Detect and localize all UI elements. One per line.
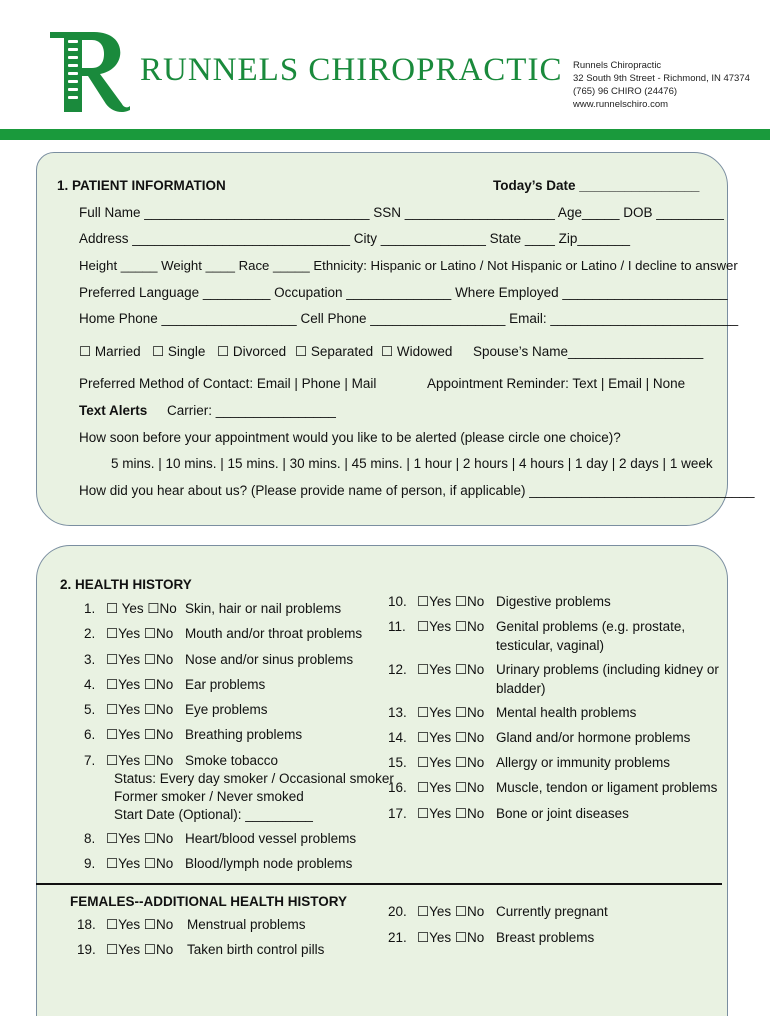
yes-no-checkbox[interactable]: ☐Yes ☐No (417, 662, 485, 677)
item-number: 19. (77, 942, 96, 957)
referral-field[interactable]: How did you hear about us? (Please provide name of person, if applicable) ______________________________ (79, 483, 755, 498)
condition-label: Smoke tobacco (185, 753, 279, 768)
item-number: 9. (84, 856, 96, 871)
address-line-field[interactable]: Address _____________________________ City ______________ State ____ Zip_______ (79, 231, 630, 246)
yes-no-checkbox[interactable]: ☐Yes ☐No (417, 806, 485, 821)
condition-label: Menstrual problems (187, 917, 306, 932)
phone-email-line[interactable]: Home Phone __________________ Cell Phone __________________ Email: _________________________ (79, 311, 739, 326)
item-number: 11. (388, 619, 406, 634)
divorced-checkbox[interactable]: ☐ Divorced (217, 344, 287, 359)
condition-label: Muscle, tendon or ligament problems (496, 780, 718, 795)
smoke-start-date[interactable]: Start Date (Optional): _________ (114, 807, 313, 822)
yes-no-checkbox[interactable]: ☐Yes ☐No (106, 727, 174, 742)
text-alerts-label: Text Alerts (79, 403, 148, 418)
condition-label: Digestive problems (496, 594, 611, 609)
yes-no-checkbox[interactable]: ☐Yes ☐No (417, 755, 485, 770)
item-number: 13. (388, 705, 407, 720)
yes-no-checkbox[interactable]: ☐Yes ☐No (106, 856, 174, 871)
females-subsection-title: FEMALES--ADDITIONAL HEALTH HISTORY (70, 894, 347, 909)
yes-no-checkbox[interactable]: ☐Yes ☐No (106, 677, 174, 692)
condition-label: Allergy or immunity problems (496, 755, 671, 770)
condition-label: Skin, hair or nail problems (185, 601, 342, 616)
item-number: 10. (388, 594, 407, 609)
item-number: 6. (84, 727, 96, 742)
appointment-reminder[interactable]: Appointment Reminder: Text | Email | None (427, 376, 686, 391)
carrier-field[interactable]: Carrier: ________________ (167, 403, 336, 418)
condition-label: Gland and/or hormone problems (496, 730, 691, 745)
height-weight-line[interactable]: Height _____ Weight ____ Race _____ Ethnicity: Hispanic or Latino / Not Hispanic or Latino / I decline to answer (79, 258, 738, 273)
logo-spine-r (42, 28, 132, 112)
alert-question: How soon before your appointment would you like to be alerted (please circle one choice)? (79, 430, 621, 445)
yes-no-checkbox[interactable]: ☐Yes ☐No (106, 626, 174, 641)
section-divider (36, 883, 722, 885)
item-number: 5. (84, 702, 96, 717)
condition-label: Eye problems (185, 702, 268, 717)
item-number: 8. (84, 831, 96, 846)
item-number: 2. (84, 626, 96, 641)
yes-no-checkbox[interactable]: ☐Yes ☐No (417, 594, 485, 609)
condition-label: Ear problems (185, 677, 266, 692)
item-number: 7. (84, 753, 96, 768)
condition-label: Urinary problems (including kidney or (496, 662, 719, 677)
yes-no-checkbox[interactable]: ☐ Yes ☐No (106, 601, 177, 616)
item-number: 4. (84, 677, 96, 692)
condition-label: Mouth and/or throat problems (185, 626, 363, 641)
yes-no-checkbox[interactable]: ☐Yes ☐No (417, 730, 485, 745)
condition-label: Taken birth control pills (187, 942, 325, 957)
yes-no-checkbox[interactable]: ☐Yes ☐No (417, 780, 485, 795)
widowed-checkbox[interactable]: ☐ Widowed (381, 344, 453, 359)
section-title: 1. PATIENT INFORMATION (57, 178, 226, 193)
item-number: 1. (84, 601, 96, 616)
yes-no-checkbox[interactable]: ☐Yes ☐No (106, 702, 174, 717)
practice-address (573, 59, 750, 111)
condition-label: Mental health problems (496, 705, 637, 720)
condition-label: Breathing problems (185, 727, 303, 742)
item-number: 15. (388, 755, 407, 770)
item-number: 3. (84, 652, 96, 667)
yes-no-checkbox[interactable]: ☐Yes ☐No (106, 917, 174, 932)
header-divider-bar (0, 129, 770, 140)
yes-no-checkbox[interactable]: ☐Yes ☐No (106, 652, 174, 667)
condition-label-cont: bladder) (496, 681, 546, 696)
yes-no-checkbox[interactable]: ☐Yes ☐No (417, 619, 485, 634)
item-number: 18. (77, 917, 96, 932)
condition-label: Heart/blood vessel problems (185, 831, 357, 846)
separated-checkbox[interactable]: ☐ Separated (295, 344, 374, 359)
section-title: 2. HEALTH HISTORY (60, 577, 192, 592)
condition-label: Currently pregnant (496, 904, 608, 919)
yes-no-checkbox[interactable]: ☐Yes ☐No (417, 904, 485, 919)
condition-label: Genital problems (e.g. prostate, (496, 619, 686, 634)
language-occupation-line[interactable]: Preferred Language _________ Occupation ______________ Where Employed ______________________ (79, 285, 728, 300)
yes-no-checkbox[interactable]: ☐Yes ☐No (106, 942, 174, 957)
single-checkbox[interactable]: ☐ Single (152, 344, 206, 359)
condition-label: Bone or joint diseases (496, 806, 629, 821)
alert-options[interactable]: 5 mins. | 10 mins. | 15 mins. | 30 mins. | 45 mins. | 1 hour | 2 hours | 4 hours | 1 day | 2 days | 1 week (111, 456, 713, 471)
address-line: (765) 96 CHIRO (24476) (573, 86, 678, 97)
item-number: 14. (388, 730, 407, 745)
smoker-status[interactable]: Status: Every day smoker / Occasional smoker (114, 771, 394, 786)
condition-label-cont: testicular, vaginal) (496, 638, 605, 653)
address-line: Runnels Chiropractic (573, 60, 662, 71)
item-number: 20. (388, 904, 407, 919)
logo-wordmark: RUNNELS CHIROPRACTIC (140, 52, 563, 88)
yes-no-checkbox[interactable]: ☐Yes ☐No (417, 930, 485, 945)
address-line: 32 South 9th Street - Richmond, IN 47374 (573, 73, 750, 84)
condition-label: Nose and/or sinus problems (185, 652, 354, 667)
yes-no-checkbox[interactable]: ☐Yes ☐No (106, 831, 174, 846)
married-checkbox[interactable]: ☐ Married (79, 344, 141, 359)
contact-method[interactable]: Preferred Method of Contact: Email | Phone | Mail (79, 376, 377, 391)
condition-label: Breast problems (496, 930, 595, 945)
spouse-name-field[interactable]: Spouse’s Name__________________ (473, 344, 704, 359)
yes-no-checkbox[interactable]: ☐Yes ☐No (417, 705, 485, 720)
condition-label: Blood/lymph node problems (185, 856, 353, 871)
todays-date-field[interactable]: Today’s Date ________________ (493, 178, 700, 193)
item-number: 21. (388, 930, 407, 945)
item-number: 16. (388, 780, 407, 795)
item-number: 12. (388, 662, 407, 677)
item-number: 17. (388, 806, 407, 821)
full-name-line[interactable]: Full Name ______________________________ SSN ____________________ Age_____ DOB _________ (79, 205, 724, 220)
address-line: www.runnelschiro.com (573, 99, 669, 110)
smoker-status[interactable]: Former smoker / Never smoked (114, 789, 304, 804)
yes-no-checkbox[interactable]: ☐Yes ☐No (106, 753, 174, 768)
